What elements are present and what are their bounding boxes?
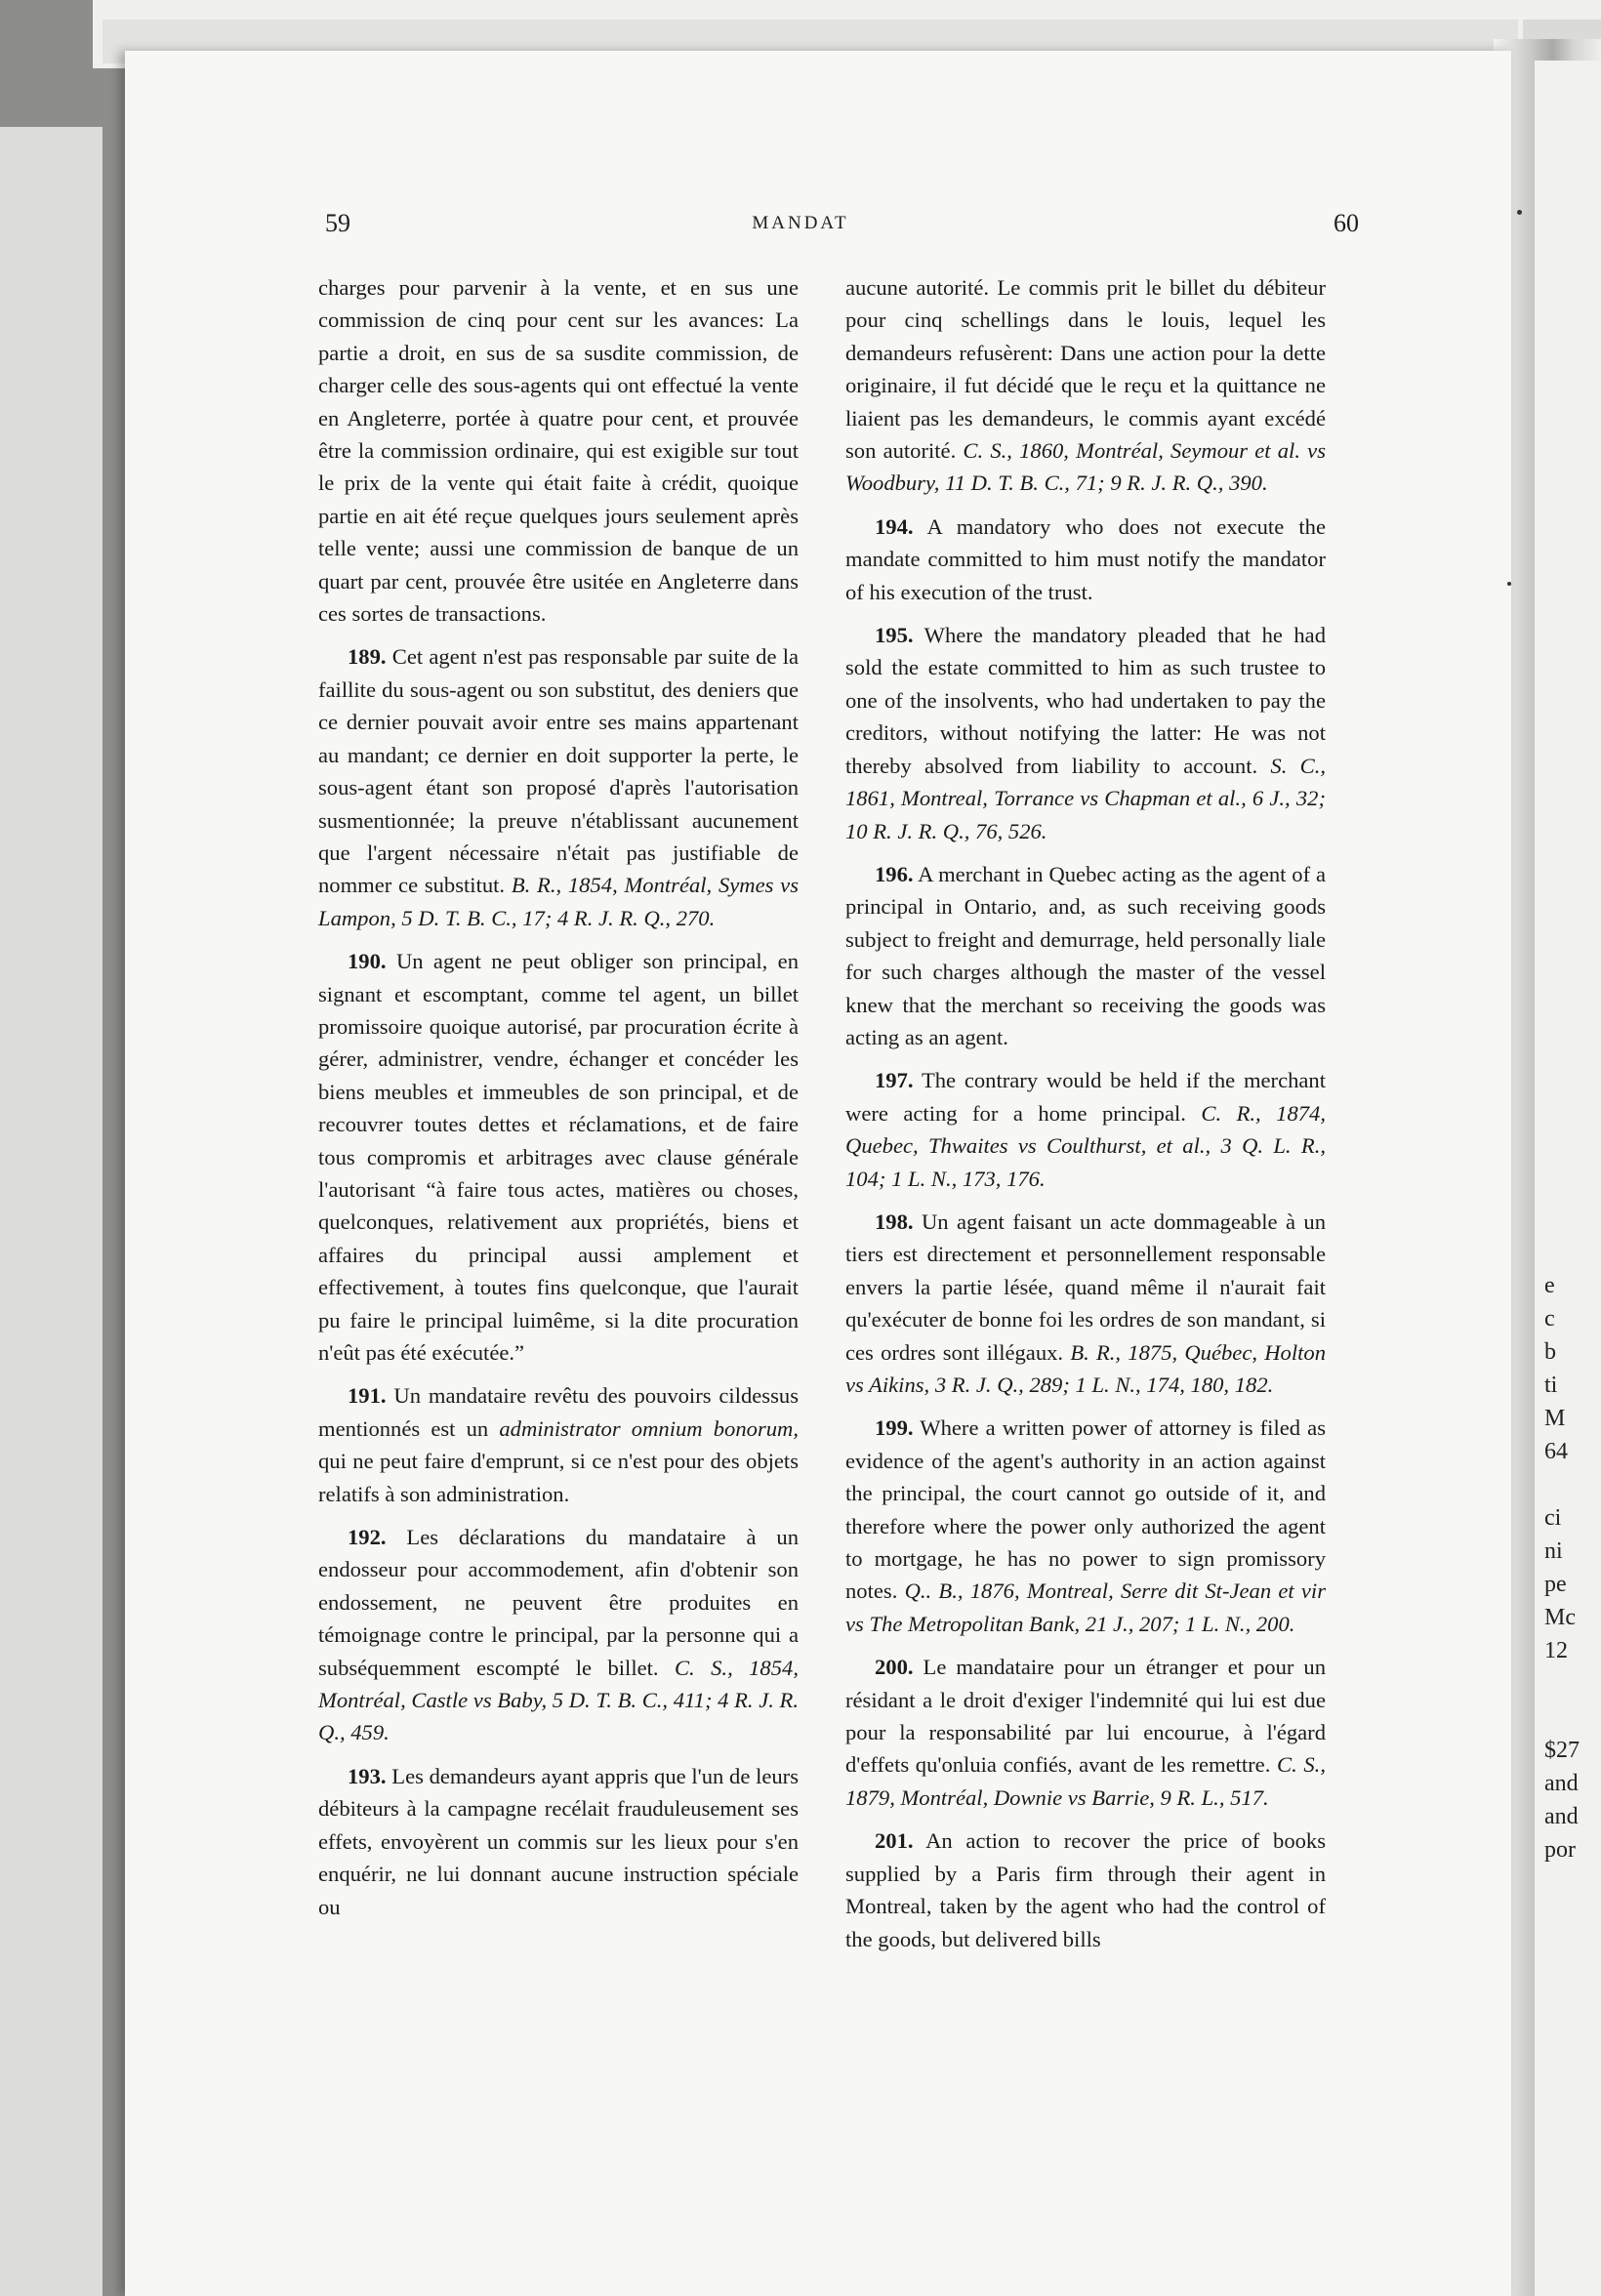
paragraph-text: A mandatory who does not execute the mandate committed to him must notify the mandator of his execution of the trust. [845, 513, 1326, 604]
paragraph-text: Les demandeurs ayant appris que l'un de leurs débiteurs à la campagne recélait frauduleusement ses effets, envoyèrent un commis sur les lieux pour s'en enquérir, ne lui donnant aucune instruction spéciale ou [318, 1763, 799, 1919]
citation: C. R., 1874, Quebec, Thwaites vs Coulthurst, et al., 3 Q. L. R., 104; 1 L. N., 173, 176. [845, 1100, 1326, 1191]
article-number: 200. [875, 1655, 914, 1680]
paragraph [845, 1824, 1326, 1955]
paragraph [845, 1064, 1326, 1195]
citation: Q.. B., 1876, Montreal, Serre dit St-Jean et vir vs The Metropolitan Bank, 21 J., 207; 1 L. N., 200. [845, 1578, 1326, 1636]
running-title: MANDAT [752, 213, 849, 233]
paragraph-text: charges pour parvenir à la vente, et en sus une commission de cinq pour cent sur les avances: La partie a droit, en sus de sa susdite commission, de charger celle des sous-agents qui ont effectué la vente en Angleterre, portée à quatre pour cent, et prouvée être la commission ordinaire, qui est exigible sur tout le prix de la vente qui était faite à crédit, quoique partie en ait été reçue quelques jours seulement après telle vente; aussi une commission de banque de un quart par cent, prouvée être usitée en Angleterre dans ces sortes de transactions. [318, 275, 799, 627]
paragraph-text: Where a written power of attorney is filed as evidence of the agent's authority in an action against the principal, the court cannot go outside of it, and therefore where the power only authorized the agent to mortgage, he has no power to sign promissory notes. [845, 1415, 1326, 1604]
paragraph-text: Le mandataire pour un étranger et pour un résidant a le droit d'exiger l'indemnité qui lui est due pour la responsabilité par lui encourue, à l'égard d'effets qu'onluia confiés, avant de les remettre. [845, 1655, 1326, 1778]
page-number-left: 59 [325, 209, 350, 237]
article-number: 198. [875, 1209, 914, 1234]
paragraph [845, 1651, 1326, 1814]
paragraph [318, 271, 799, 630]
paragraph-text: qui ne peut faire d'emprunt, si ce n'est pour des objets relatifs à son administration. [318, 1449, 799, 1506]
paragraph-text: An action to recover the price of books supplied by a Paris firm through their agent in Montreal, taken by the agent who had the control of the goods, but delivered bills [845, 1828, 1327, 1951]
citation: C. S., 1860, Montréal, Seymour et al. vs Woodbury, 11 D. T. B. C., 71; 9 R. J. R. Q., 390. [845, 438, 1326, 496]
paragraph [318, 1379, 799, 1510]
article-number: 191. [348, 1383, 387, 1409]
paragraph-text: aucune autorité. Le commis prit le billet du débiteur pour cinq schellings dans le louis, lequel les demandeurs refusèrent: Dans une action pour la dette originaire, il fut décidé que le reçu et la quittance ne liaient pas les demandeurs, le commis ayant excédé son autorité. [845, 275, 1326, 464]
paragraph-text: Un agent ne peut obliger son principal, en signant et escomptant, comme tel agent, un billet promissoire quoique autorisé, par procuration écrite à gérer, administrer, vendre, échanger et concéder les biens meubles et immeubles de son principal, et de recouvrer toutes dettes et réclamations, et de faire tous compromis et arbitrages avec clause générale l'autorisant “à faire tous actes, matières ou choses, quelconques, relativement aux propriétés, biens et affaires du principal aussi amplement et effectivement, à toutes fins quelconque, que l'aurait pu faire le principal luimême, si la dite procuration n'eût pas été exécutée.” [318, 949, 800, 1365]
article-number: 192. [348, 1525, 387, 1550]
paragraph [845, 511, 1326, 608]
scan-speck [1507, 582, 1511, 586]
paragraph-text: Un agent faisant un acte dommageable à un tiers est directement et personnellement responsable envers la partie lésée, quand même il n'aurait fait qu'exécuter de bonne foi les ordres de son mandant, si ces ordres sont illégaux. [845, 1209, 1326, 1365]
page-stack-edge [0, 127, 103, 2296]
article-number: 201. [875, 1828, 914, 1854]
paragraph [318, 1760, 799, 1923]
paragraph [318, 1521, 799, 1749]
citation: C. S., 1854, Montréal, Castle vs Baby, 5 D. T. B. C., 411; 4 R. J. R. Q., 459. [318, 1655, 799, 1745]
facing-page-text: e c b ti M 64 ci ni pe Mc 12 $27 and and por [1544, 1273, 1580, 1863]
paragraph-text: Where the mandatory pleaded that he had sold the estate committed to him as such trustee to one of the insolvents, who had undertaken to pay the creditors, without notifying the latter: He was not thereby absolved from liability to account. [845, 623, 1326, 778]
citation: C. S., 1879, Montréal, Downie vs Barrie, 9 R. L., 517. [845, 1752, 1326, 1810]
paragraph-text: Les déclarations du mandataire à un endosseur pour accommodement, afin d'obtenir son endossement, ne peuvent être produites en témoignage contre le principal, par la personne qui a subséquemment escompté le billet. [318, 1525, 799, 1680]
paragraph [845, 858, 1326, 1053]
paragraph [318, 640, 799, 934]
article-number: 193. [348, 1763, 387, 1788]
paragraph-text: Cet agent n'est pas responsable par suite de la faillite du sous-agent ou son substitut, des deniers que ce dernier pouvait avoir entre ses mains appartenant au mandant; ce dernier en doit supporter la perte, le sous-agent étant son proposé d'après l'autorisation susmentionnée; la preuve n'établissant aucunement que l'argent nécessaire n'était pas justifiable de nommer ce substitut. [318, 644, 799, 898]
right-column [845, 271, 1326, 1966]
page-number-right: 60 [1334, 209, 1359, 237]
paragraph [845, 1206, 1326, 1401]
paragraph-text: The contrary would be held if the merchant were acting for a home principal. [845, 1068, 1326, 1126]
citation: B. R., 1875, Québec, Holton vs Aikins, 3 R. J. Q., 289; 1 L. N., 174, 180, 182. [845, 1339, 1326, 1397]
paragraph-text: A merchant in Quebec acting as the agent of a principal in Ontario, and, as such receiving goods subject to freight and demurrage, held personally liale for such charges although the master of the vessel knew that the merchant so receiving the goods was acting as an agent. [845, 861, 1327, 1049]
latin-term: administrator omnium bonorum, [499, 1415, 800, 1441]
article-number: 199. [875, 1415, 914, 1441]
paragraph [845, 271, 1326, 500]
article-number: 190. [348, 949, 387, 974]
article-number: 197. [875, 1068, 914, 1093]
citation: B. R., 1854, Montréal, Symes vs Lampon, 5 D. T. B. C., 17; 4 R. J. R. Q., 270. [318, 873, 799, 930]
article-number: 195. [875, 623, 914, 648]
citation: S. C., 1861, Montreal, Torrance vs Chapman et al., 6 J., 32; 10 R. J. R. Q., 76, 526. [845, 753, 1326, 843]
left-column [318, 271, 799, 1934]
running-head [0, 209, 1601, 248]
paragraph-text: Un mandataire revêtu des pouvoirs cildessus mentionnés est un [318, 1383, 799, 1441]
paragraph [845, 1412, 1326, 1640]
paragraph [845, 619, 1326, 847]
article-number: 189. [348, 644, 387, 670]
article-number: 196. [875, 861, 914, 886]
article-number: 194. [875, 513, 914, 539]
paragraph [318, 945, 799, 1369]
